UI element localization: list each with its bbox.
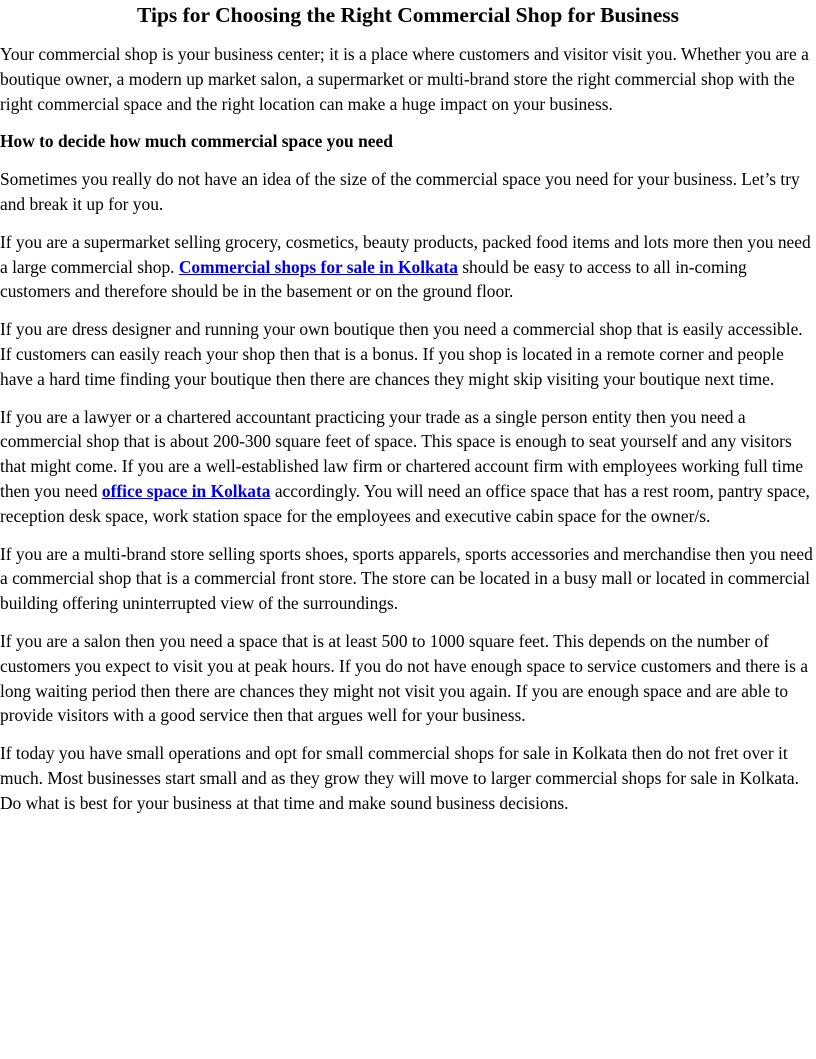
paragraph-supermarket bbox=[0, 230, 816, 304]
paragraph-text: should be easy to access to all in-coming customers and therefore should be in the basement or on the ground floor. bbox=[0, 256, 747, 302]
document-body bbox=[0, 42, 816, 816]
paragraph-text: If you are a lawyer or a chartered accountant practicing your trade as a single person entity then you need a commercial shop that is about 200-300 square feet of space. This space is enough to seat yourself and any visitors that might come. If you are a well-established law firm or chartered account firm with employees working full time then you need bbox=[0, 406, 804, 501]
paragraph-text: accordingly. You will need an office space that has a rest room, pantry space, reception desk space, work station space for the employees and executive cabin space for the owner/s. bbox=[0, 480, 810, 526]
paragraph-small-operations: If today you have small operations and opt for small commercial shops for sale in Kolkata then do not fret over it much. Most businesses start small and as they grow they will move to larger commercial shops for sale in Kolkata. Do what is best for your business at that time and make sound business decisions. bbox=[0, 743, 800, 813]
section-heading: How to decide how much commercial space you need bbox=[0, 131, 393, 152]
paragraph-text: If you are a supermarket selling grocery, cosmetics, beauty products, packed food items and lots more then you need a large commercial shop. bbox=[0, 231, 811, 277]
paragraph-boutique: If you are dress designer and running your own boutique then you need a commercial shop that is easily accessible. If customers can easily reach your shop then that is a bonus. If you shop is located in a remote corner and people have a hard time finding your boutique then there are chances they might skip visiting your boutique next time. bbox=[0, 319, 803, 389]
intro-paragraph: Your commercial shop is your business center; it is a place where customers and visitor visit you. Whether you are a boutique owner, a modern up market salon, a supermarket or multi-brand store the right commercial shop with the right commercial space and the right location can make a huge impact on your business. bbox=[0, 44, 809, 114]
paragraph-salon: If you are a salon then you need a space that is at least 500 to 1000 square feet. This depends on the number of customers you expect to visit you at peak hours. If you do not have enough space to service customers and there is a long waiting period then there are chances they might not visit you again. If you are enough space and are able to provide visitors with a good service then that argues well for your business. bbox=[0, 630, 808, 726]
paragraph-multibrand: If you are a multi-brand store selling sports shoes, sports apparels, sports accessories and merchandise then you need a commercial shop that is a commercial front store. The store can be located in a busy mall or located in commercial building offering uninterrupted view of the surroundings. bbox=[0, 543, 813, 614]
commercial-shops-link[interactable]: Commercial shops for sale in Kolkata bbox=[178, 256, 458, 277]
paragraph-lawyer bbox=[0, 405, 816, 529]
page-title: Tips for Choosing the Right Commercial Shop for Business bbox=[137, 3, 679, 27]
paragraph-size: Sometimes you really do not have an idea of the size of the commercial space you need for your business. Let’s try and break it up for you. bbox=[0, 169, 800, 214]
document-page bbox=[0, 3, 816, 1059]
office-space-link[interactable]: office space in Kolkata bbox=[101, 480, 271, 501]
